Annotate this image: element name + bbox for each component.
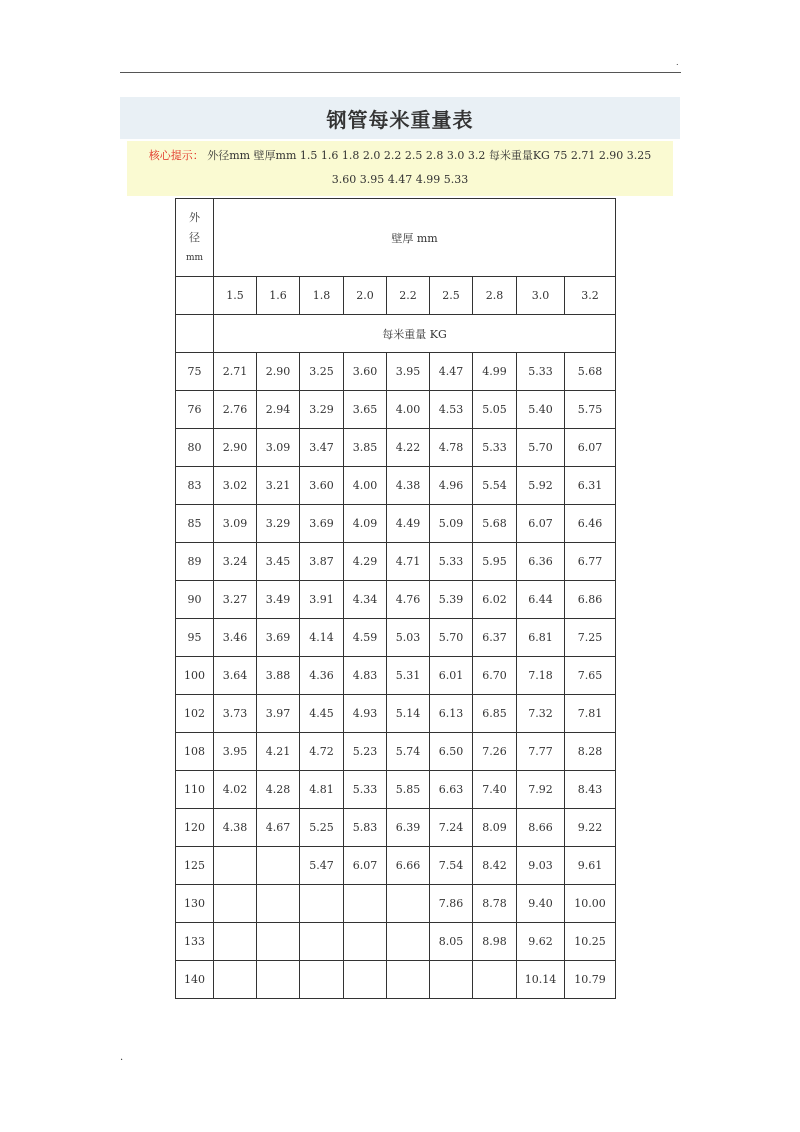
weight-cell: 2.94 xyxy=(257,391,300,429)
weight-cell: 3.60 xyxy=(344,353,387,391)
weight-cell: 7.24 xyxy=(430,809,473,847)
weight-cell: 10.25 xyxy=(565,923,616,961)
weight-cell: 3.85 xyxy=(344,429,387,467)
thickness-cell: 1.5 xyxy=(214,277,257,315)
weight-cell: 6.46 xyxy=(565,505,616,543)
table-row xyxy=(176,543,616,581)
weight-cell xyxy=(214,961,257,999)
weight-cell xyxy=(214,885,257,923)
weight-cell: 4.02 xyxy=(214,771,257,809)
weight-cell: 3.60 xyxy=(300,467,344,505)
weight-cell: 5.85 xyxy=(387,771,430,809)
weight-cell: 5.14 xyxy=(387,695,430,733)
weight-cell: 6.86 xyxy=(565,581,616,619)
table-row xyxy=(176,353,616,391)
weight-cell: 8.78 xyxy=(473,885,517,923)
weight-cell: 4.45 xyxy=(300,695,344,733)
weight-cell: 5.31 xyxy=(387,657,430,695)
steel-pipe-weight-table xyxy=(175,198,616,999)
weight-cell: 4.36 xyxy=(300,657,344,695)
weight-cell: 3.97 xyxy=(257,695,300,733)
weight-cell: 3.64 xyxy=(214,657,257,695)
table-row xyxy=(176,429,616,467)
weight-cell: 3.45 xyxy=(257,543,300,581)
weight-cell: 7.77 xyxy=(517,733,565,771)
table-row xyxy=(176,809,616,847)
table-row xyxy=(176,733,616,771)
weight-cell: 2.76 xyxy=(214,391,257,429)
thickness-cell: 3.2 xyxy=(565,277,616,315)
weight-cell xyxy=(214,847,257,885)
outer-diameter-cell: 90 xyxy=(176,581,214,619)
weight-cell: 4.09 xyxy=(344,505,387,543)
weight-cell: 4.47 xyxy=(430,353,473,391)
weight-cell: 5.68 xyxy=(473,505,517,543)
weight-cell: 5.39 xyxy=(430,581,473,619)
weight-cell: 5.70 xyxy=(517,429,565,467)
table-row xyxy=(176,771,616,809)
weight-cell: 6.07 xyxy=(517,505,565,543)
header-row-weight xyxy=(176,315,616,353)
weight-cell: 10.00 xyxy=(565,885,616,923)
weight-cell: 3.95 xyxy=(387,353,430,391)
empty-header-cell xyxy=(176,277,214,315)
page-title: 钢管每米重量表 xyxy=(326,107,474,132)
weight-cell xyxy=(300,923,344,961)
table-row xyxy=(176,961,616,999)
weight-cell: 6.66 xyxy=(387,847,430,885)
weight-cell: 3.47 xyxy=(300,429,344,467)
weight-cell: 5.03 xyxy=(387,619,430,657)
od-label-char-1: 外 xyxy=(189,210,200,224)
weight-cell: 5.47 xyxy=(300,847,344,885)
weight-cell: 9.62 xyxy=(517,923,565,961)
weight-cell: 7.40 xyxy=(473,771,517,809)
weight-cell: 5.23 xyxy=(344,733,387,771)
weight-cell: 3.21 xyxy=(257,467,300,505)
weight-cell xyxy=(257,923,300,961)
weight-cell: 4.38 xyxy=(387,467,430,505)
weight-cell: 8.43 xyxy=(565,771,616,809)
weight-cell: 3.27 xyxy=(214,581,257,619)
weight-cell: 4.38 xyxy=(214,809,257,847)
weight-cell: 7.86 xyxy=(430,885,473,923)
weight-cell: 7.65 xyxy=(565,657,616,695)
weight-cell: 4.00 xyxy=(387,391,430,429)
outer-diameter-cell: 133 xyxy=(176,923,214,961)
weight-cell: 4.29 xyxy=(344,543,387,581)
table-row xyxy=(176,657,616,695)
header-row-thickness xyxy=(176,199,616,277)
thickness-cell: 2.0 xyxy=(344,277,387,315)
weight-cell: 5.33 xyxy=(473,429,517,467)
weight-cell xyxy=(344,885,387,923)
weight-cell: 5.95 xyxy=(473,543,517,581)
weight-cell: 7.25 xyxy=(565,619,616,657)
weight-cell: 7.92 xyxy=(517,771,565,809)
weight-cell: 3.49 xyxy=(257,581,300,619)
weight-cell: 8.98 xyxy=(473,923,517,961)
outer-diameter-cell: 76 xyxy=(176,391,214,429)
weight-cell: 3.09 xyxy=(214,505,257,543)
thickness-cell: 2.8 xyxy=(473,277,517,315)
weight-cell: 3.24 xyxy=(214,543,257,581)
weight-cell: 5.25 xyxy=(300,809,344,847)
weight-cell: 10.79 xyxy=(565,961,616,999)
weight-cell: 7.54 xyxy=(430,847,473,885)
outer-diameter-cell: 120 xyxy=(176,809,214,847)
weight-cell: 4.22 xyxy=(387,429,430,467)
outer-diameter-cell: 75 xyxy=(176,353,214,391)
weight-cell: 3.29 xyxy=(257,505,300,543)
page-corner-mark: . xyxy=(676,58,679,67)
weight-cell: 7.32 xyxy=(517,695,565,733)
table-row xyxy=(176,467,616,505)
thickness-cell: 2.5 xyxy=(430,277,473,315)
weight-cell: 6.07 xyxy=(565,429,616,467)
weight-cell: 4.76 xyxy=(387,581,430,619)
summary-box xyxy=(127,141,673,196)
weight-per-meter-header: 每米重量 KG xyxy=(214,315,616,353)
weight-cell: 6.31 xyxy=(565,467,616,505)
weight-cell: 6.81 xyxy=(517,619,565,657)
weight-cell: 6.50 xyxy=(430,733,473,771)
table-row xyxy=(176,581,616,619)
weight-cell: 3.25 xyxy=(300,353,344,391)
od-label-char-2: 径 xyxy=(189,230,200,244)
weight-cell: 5.74 xyxy=(387,733,430,771)
outer-diameter-cell: 83 xyxy=(176,467,214,505)
weight-cell xyxy=(214,923,257,961)
outer-diameter-cell: 108 xyxy=(176,733,214,771)
weight-cell: 5.92 xyxy=(517,467,565,505)
weight-cell: 6.63 xyxy=(430,771,473,809)
weight-cell: 8.05 xyxy=(430,923,473,961)
weight-cell: 8.28 xyxy=(565,733,616,771)
weight-cell: 6.01 xyxy=(430,657,473,695)
table-row xyxy=(176,619,616,657)
weight-cell: 6.36 xyxy=(517,543,565,581)
page-corner-mark: . xyxy=(120,1052,124,1063)
weight-cell xyxy=(300,885,344,923)
weight-cell: 4.93 xyxy=(344,695,387,733)
weight-cell: 4.59 xyxy=(344,619,387,657)
weight-cell: 6.02 xyxy=(473,581,517,619)
outer-diameter-cell: 80 xyxy=(176,429,214,467)
weight-cell: 9.61 xyxy=(565,847,616,885)
empty-header-cell xyxy=(176,315,214,353)
weight-cell: 6.07 xyxy=(344,847,387,885)
weight-cell: 5.33 xyxy=(344,771,387,809)
outer-diameter-cell: 95 xyxy=(176,619,214,657)
weight-cell: 5.33 xyxy=(430,543,473,581)
weight-cell: 9.40 xyxy=(517,885,565,923)
weight-cell: 4.96 xyxy=(430,467,473,505)
weight-cell: 8.09 xyxy=(473,809,517,847)
weight-cell: 5.83 xyxy=(344,809,387,847)
outer-diameter-cell: 85 xyxy=(176,505,214,543)
summary-label: 核心提示： xyxy=(148,149,204,162)
weight-cell: 8.66 xyxy=(517,809,565,847)
outer-diameter-cell: 125 xyxy=(176,847,214,885)
thickness-cell: 2.2 xyxy=(387,277,430,315)
weight-cell: 3.73 xyxy=(214,695,257,733)
weight-cell: 5.40 xyxy=(517,391,565,429)
wall-thickness-header: 壁厚 mm xyxy=(214,199,616,277)
weight-cell xyxy=(473,961,517,999)
weight-cell: 9.22 xyxy=(565,809,616,847)
weight-cell: 4.83 xyxy=(344,657,387,695)
weight-cell: 7.18 xyxy=(517,657,565,695)
outer-diameter-cell: 140 xyxy=(176,961,214,999)
outer-diameter-cell: 102 xyxy=(176,695,214,733)
weight-cell: 5.33 xyxy=(517,353,565,391)
weight-cell: 6.70 xyxy=(473,657,517,695)
weight-cell: 3.91 xyxy=(300,581,344,619)
weight-cell: 7.26 xyxy=(473,733,517,771)
weight-cell xyxy=(257,885,300,923)
weight-cell: 9.03 xyxy=(517,847,565,885)
weight-cell xyxy=(387,923,430,961)
weight-cell: 3.29 xyxy=(300,391,344,429)
weight-cell: 10.14 xyxy=(517,961,565,999)
weight-cell: 4.00 xyxy=(344,467,387,505)
weight-cell xyxy=(387,961,430,999)
table-row xyxy=(176,695,616,733)
weight-cell: 4.78 xyxy=(430,429,473,467)
weight-cell: 3.02 xyxy=(214,467,257,505)
weight-cell: 6.77 xyxy=(565,543,616,581)
weight-cell: 2.71 xyxy=(214,353,257,391)
outer-diameter-header xyxy=(176,199,214,277)
weight-cell: 4.21 xyxy=(257,733,300,771)
weight-cell: 5.05 xyxy=(473,391,517,429)
weight-cell xyxy=(344,923,387,961)
weight-cell: 2.90 xyxy=(214,429,257,467)
weight-cell: 6.13 xyxy=(430,695,473,733)
weight-cell: 6.85 xyxy=(473,695,517,733)
weight-cell: 3.95 xyxy=(214,733,257,771)
title-banner xyxy=(120,97,680,139)
outer-diameter-cell: 110 xyxy=(176,771,214,809)
weight-cell: 3.87 xyxy=(300,543,344,581)
weight-cell: 4.14 xyxy=(300,619,344,657)
thickness-cell: 3.0 xyxy=(517,277,565,315)
od-label-unit: mm xyxy=(185,252,204,263)
table-row xyxy=(176,391,616,429)
header-rule xyxy=(120,72,681,73)
table-row xyxy=(176,505,616,543)
weight-cell: 6.44 xyxy=(517,581,565,619)
weight-cell: 6.39 xyxy=(387,809,430,847)
weight-cell xyxy=(257,961,300,999)
weight-cell xyxy=(430,961,473,999)
header-row-thickness-values xyxy=(176,277,616,315)
weight-cell: 3.65 xyxy=(344,391,387,429)
weight-cell xyxy=(300,961,344,999)
weight-cell: 3.88 xyxy=(257,657,300,695)
summary-text: 外径mm 壁厚mm 1.5 1.6 1.8 2.0 2.2 2.5 2.8 3.0 3.2 每米重量KG 75 2.71 2.90 3.25 3.60 3.95 4.47 4.99 5.33 xyxy=(207,149,652,186)
weight-cell xyxy=(387,885,430,923)
weight-cell: 3.46 xyxy=(214,619,257,657)
weight-cell: 5.54 xyxy=(473,467,517,505)
weight-cell: 6.37 xyxy=(473,619,517,657)
outer-diameter-cell: 100 xyxy=(176,657,214,695)
table-row xyxy=(176,885,616,923)
outer-diameter-cell: 89 xyxy=(176,543,214,581)
weight-cell: 5.09 xyxy=(430,505,473,543)
weight-cell: 4.28 xyxy=(257,771,300,809)
weight-cell: 4.67 xyxy=(257,809,300,847)
weight-cell: 5.75 xyxy=(565,391,616,429)
weight-cell xyxy=(257,847,300,885)
weight-cell: 2.90 xyxy=(257,353,300,391)
weight-cell: 5.70 xyxy=(430,619,473,657)
weight-cell: 4.71 xyxy=(387,543,430,581)
weight-cell: 4.72 xyxy=(300,733,344,771)
weight-cell: 4.53 xyxy=(430,391,473,429)
weight-cell: 4.81 xyxy=(300,771,344,809)
weight-cell: 7.81 xyxy=(565,695,616,733)
outer-diameter-cell: 130 xyxy=(176,885,214,923)
weight-cell xyxy=(344,961,387,999)
thickness-cell: 1.8 xyxy=(300,277,344,315)
weight-cell: 3.09 xyxy=(257,429,300,467)
weight-cell: 3.69 xyxy=(257,619,300,657)
table-row xyxy=(176,847,616,885)
thickness-cell: 1.6 xyxy=(257,277,300,315)
weight-cell: 4.99 xyxy=(473,353,517,391)
weight-cell: 8.42 xyxy=(473,847,517,885)
weight-cell: 3.69 xyxy=(300,505,344,543)
weight-cell: 4.49 xyxy=(387,505,430,543)
weight-cell: 4.34 xyxy=(344,581,387,619)
table-row xyxy=(176,923,616,961)
weight-cell: 5.68 xyxy=(565,353,616,391)
